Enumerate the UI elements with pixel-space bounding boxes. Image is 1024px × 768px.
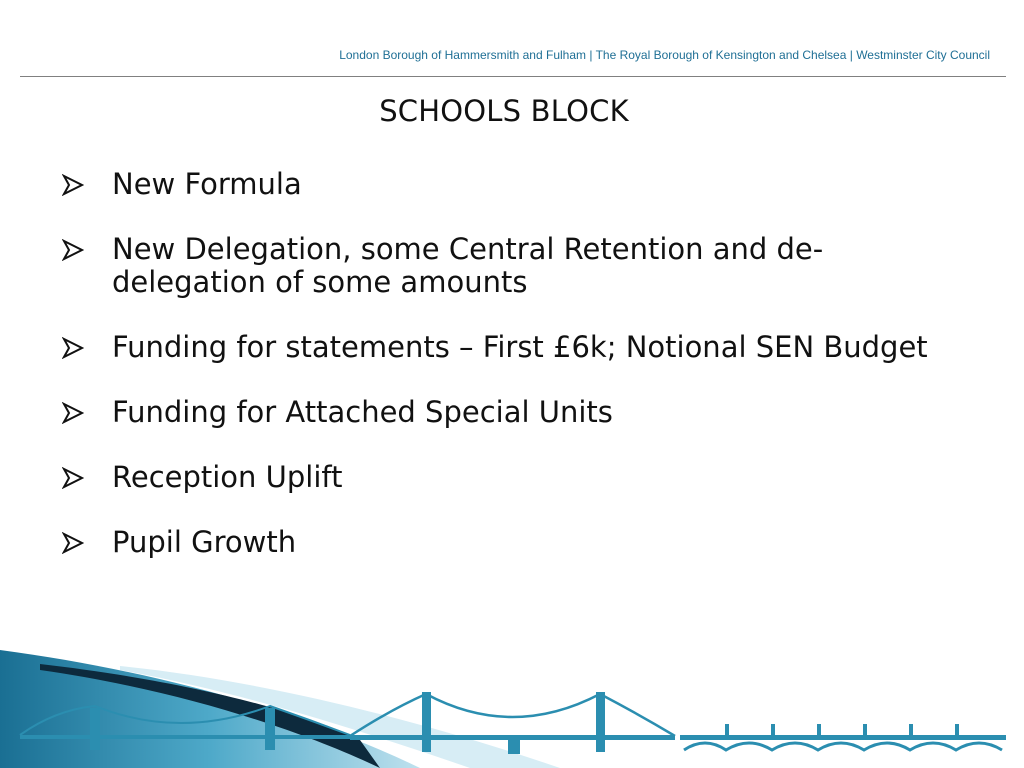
- bullet-text: Funding for statements – First £6k; Notional SEN Budget: [112, 330, 928, 364]
- bullet-item: [62, 233, 962, 299]
- arrowhead-icon: [62, 239, 84, 261]
- arrowhead-icon: [62, 174, 84, 196]
- slide-title: SCHOOLS BLOCK: [379, 94, 629, 128]
- arrowhead-icon: [62, 467, 84, 489]
- header-organisations: London Borough of Hammersmith and Fulham | The Royal Borough of Kensington and Chelsea | Westminster City Council: [339, 48, 990, 62]
- bullet-text: Reception Uplift: [112, 460, 343, 494]
- bridge-right: [680, 724, 1006, 750]
- arrowhead-icon: [62, 337, 84, 359]
- bullet-text: New Delegation, some Central Retention and de-delegation of some amounts: [112, 232, 824, 299]
- bullet-item: [62, 396, 962, 429]
- bullet-item: [62, 461, 962, 494]
- bullet-item: [62, 168, 962, 201]
- bullet-text: Pupil Growth: [112, 525, 297, 559]
- bullet-list: [62, 168, 962, 559]
- arrowhead-icon: [62, 532, 84, 554]
- bullet-item: [62, 331, 962, 364]
- bullet-text: New Formula: [112, 167, 302, 201]
- bridges-footer-graphic: [0, 640, 1024, 768]
- header-divider: [20, 76, 1006, 77]
- bullet-item: [62, 526, 962, 559]
- bullet-text: Funding for Attached Special Units: [112, 395, 613, 429]
- arrowhead-icon: [62, 402, 84, 424]
